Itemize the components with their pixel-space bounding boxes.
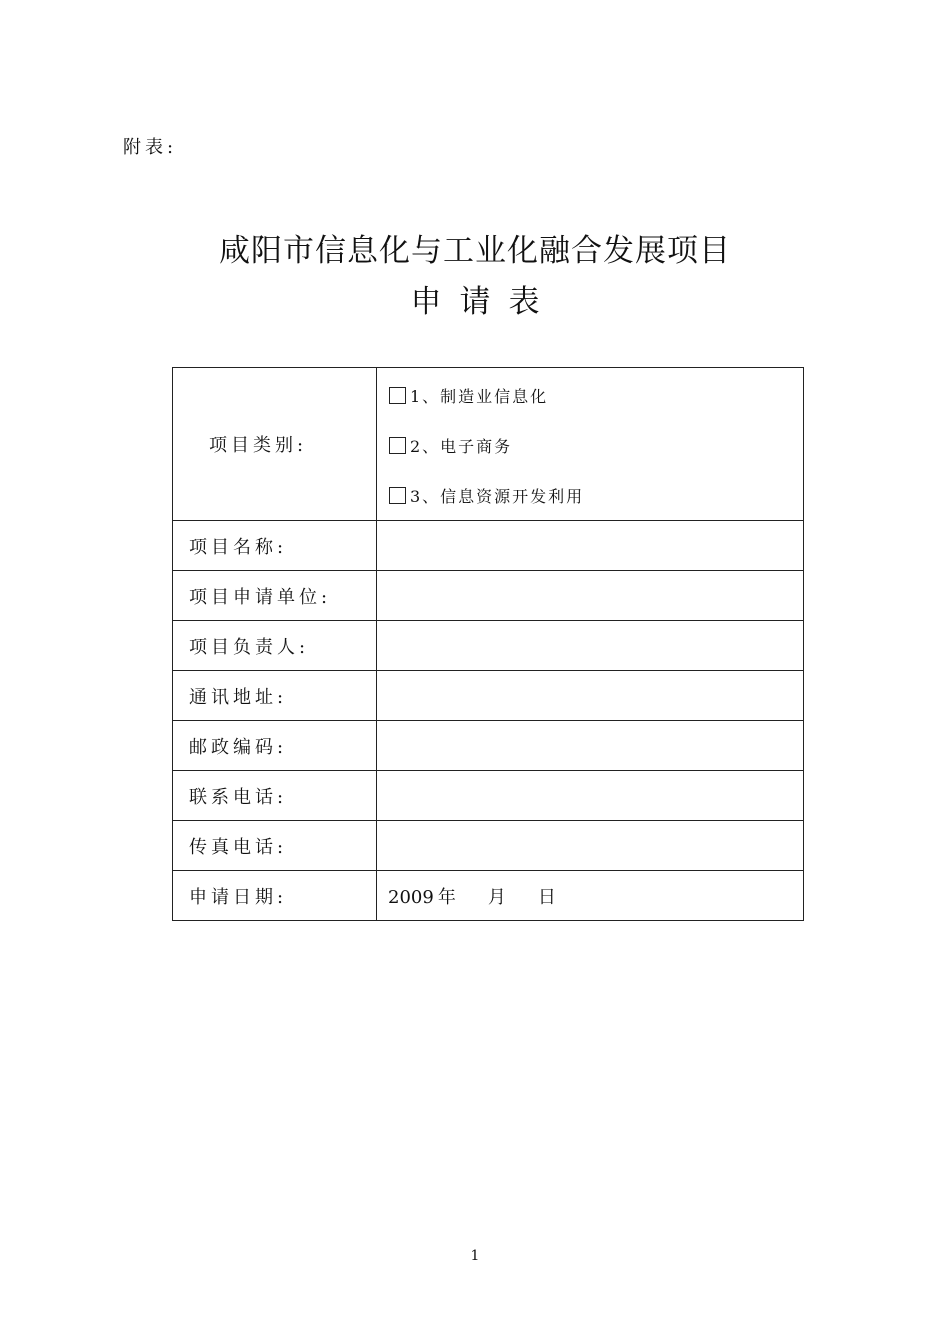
project-name-label: 项目名称: <box>173 521 377 571</box>
address-field[interactable] <box>377 671 804 721</box>
category-label: 项目类别: <box>173 368 377 521</box>
address-label: 通讯地址: <box>173 671 377 721</box>
fax-label: 传真电话: <box>173 821 377 871</box>
date-month-unit: 月 <box>487 886 506 908</box>
document-subtitle: 申请表 <box>410 284 558 320</box>
table-row-category <box>173 368 804 521</box>
category-option-info-resources[interactable] <box>389 470 803 520</box>
applicant-unit-label: 项目申请单位: <box>173 571 377 621</box>
document-title: 咸阳市信息化与工业化融合发展项目 <box>219 233 731 269</box>
date-day-unit: 日 <box>537 886 556 908</box>
table-row-address <box>173 671 804 721</box>
project-name-field[interactable] <box>377 521 804 571</box>
table-row-phone <box>173 771 804 821</box>
phone-field[interactable] <box>377 771 804 821</box>
category-option-ecommerce[interactable] <box>389 420 803 470</box>
table-row-postal-code <box>173 721 804 771</box>
checkbox-icon[interactable] <box>389 387 406 404</box>
date-year-unit: 年 <box>437 886 456 908</box>
attachment-label: 附表: <box>123 137 178 158</box>
checkbox-icon[interactable] <box>389 437 406 454</box>
date-year: 2009 <box>388 886 434 908</box>
category-option-label: 2、电子商务 <box>410 436 513 456</box>
category-option-label: 3、信息资源开发利用 <box>410 486 585 506</box>
fax-field[interactable] <box>377 821 804 871</box>
category-options <box>377 370 803 520</box>
phone-label: 联系电话: <box>173 771 377 821</box>
table-row-application-date <box>173 871 804 921</box>
table-row-project-name <box>173 521 804 571</box>
postal-code-field[interactable] <box>377 721 804 771</box>
project-leader-field[interactable] <box>377 621 804 671</box>
application-form-table <box>172 367 804 921</box>
application-date-field[interactable] <box>377 871 804 921</box>
application-date-label: 申请日期: <box>173 871 377 921</box>
table-row-project-leader <box>173 621 804 671</box>
category-option-label: 1、制造业信息化 <box>410 386 549 406</box>
postal-code-label: 邮政编码: <box>173 721 377 771</box>
project-leader-label: 项目负责人: <box>173 621 377 671</box>
category-option-manufacturing[interactable] <box>389 370 803 420</box>
page-number: 1 <box>470 1248 480 1264</box>
table-row-fax <box>173 821 804 871</box>
applicant-unit-field[interactable] <box>377 571 804 621</box>
checkbox-icon[interactable] <box>389 487 406 504</box>
category-options-cell <box>377 368 804 521</box>
table-row-applicant-unit <box>173 571 804 621</box>
